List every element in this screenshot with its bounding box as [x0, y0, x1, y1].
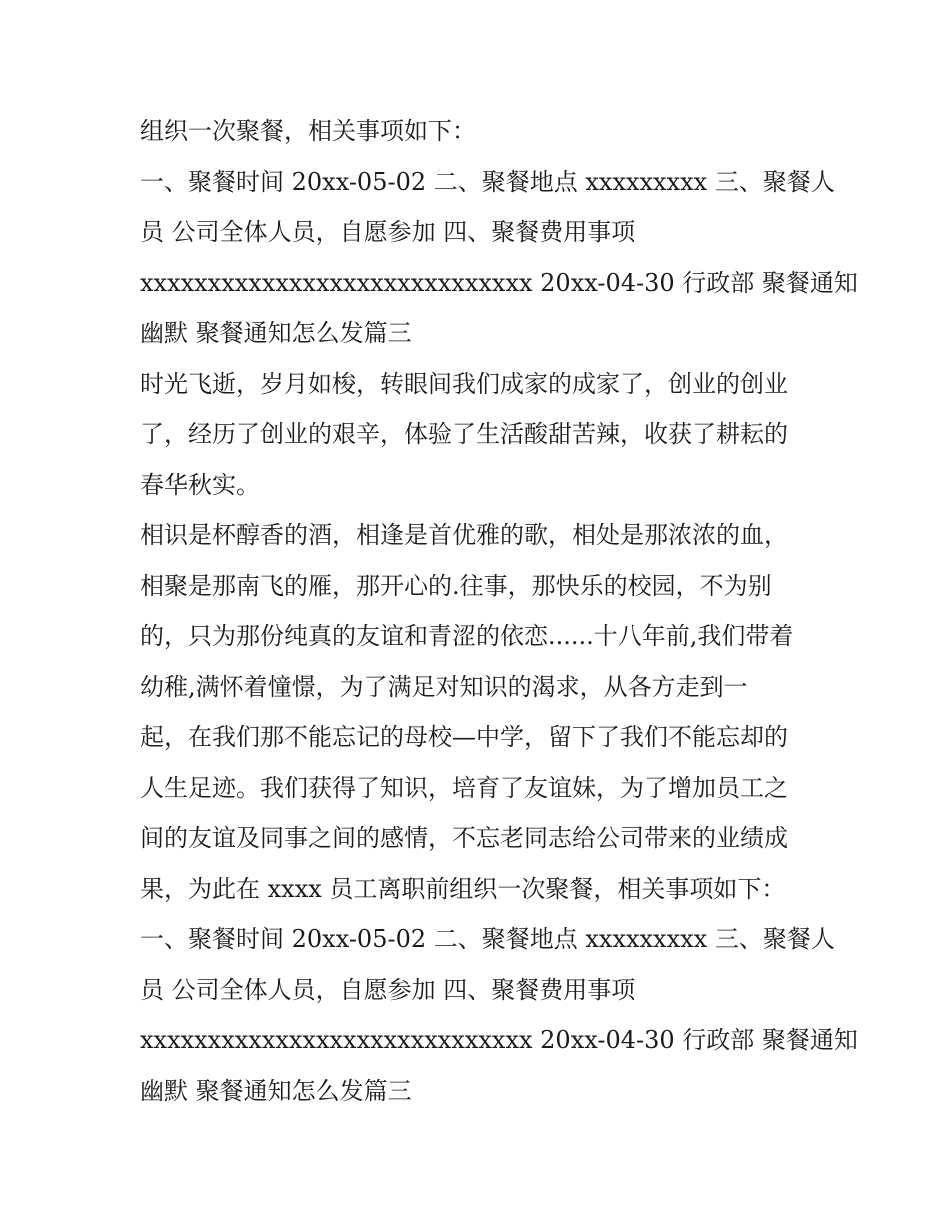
text-line: 相识是杯醇香的酒，相逢是首优雅的歌，相处是那浓浓的血， [140, 521, 788, 549]
text-line: 员 公司全体人员，自愿参加 四、聚餐费用事项 [140, 218, 636, 246]
text-line: 间的友谊及同事之间的感情，不忘老同志给公司带来的业绩成 [140, 824, 788, 852]
text-line: 员 公司全体人员，自愿参加 四、聚餐费用事项 [140, 975, 636, 1004]
text-line: 人生足迹。我们获得了知识，培育了友谊妹，为了增加员工之 [140, 773, 788, 802]
text-line: xxxxxxxxxxxxxxxxxxxxxxxxxxxxx 20xx-04-30 行政部 聚餐通知 [140, 1026, 858, 1054]
text-line: 幽默 聚餐通知怎么发篇三 [140, 1076, 412, 1105]
text-line: 春华秋实。 [140, 470, 260, 499]
text-line: 相聚是那南飞的雁，那开心的.往事，那快乐的校园，不为别 [140, 571, 772, 600]
text-line: 组织一次聚餐，相关事项如下： [140, 117, 476, 145]
text-line: 时光飞逝，岁月如梭，转眼间我们成家的成家了，创业的创业 [140, 369, 788, 398]
text-line: 的，只为那份纯真的友谊和青涩的依恋......十八年前,我们带着 [140, 622, 794, 650]
text-line: 幽默 聚餐通知怎么发篇三 [140, 319, 412, 347]
text-line: 幼稚,满怀着憧憬，为了满足对知识的渴求，从各方走到一 [140, 672, 748, 701]
document-body [140, 106, 858, 1116]
text-line: 一、聚餐时间 20xx-05-02 二、聚餐地点 xxxxxxxxx 三、聚餐人 [140, 167, 835, 196]
text-line: 起，在我们那不能忘记的母校—中学，留下了我们不能忘却的 [140, 723, 788, 751]
text-line: xxxxxxxxxxxxxxxxxxxxxxxxxxxxx 20xx-04-30 行政部 聚餐通知 [140, 268, 858, 297]
text-line: 一、聚餐时间 20xx-05-02 二、聚餐地点 xxxxxxxxx 三、聚餐人 [140, 925, 835, 953]
text-line: 果，为此在 xxxx 员工离职前组织一次聚餐，相关事项如下： [140, 874, 786, 903]
text-line: 了，经历了创业的艰辛，体验了生活酸甜苦辣，收获了耕耘的 [140, 420, 788, 448]
